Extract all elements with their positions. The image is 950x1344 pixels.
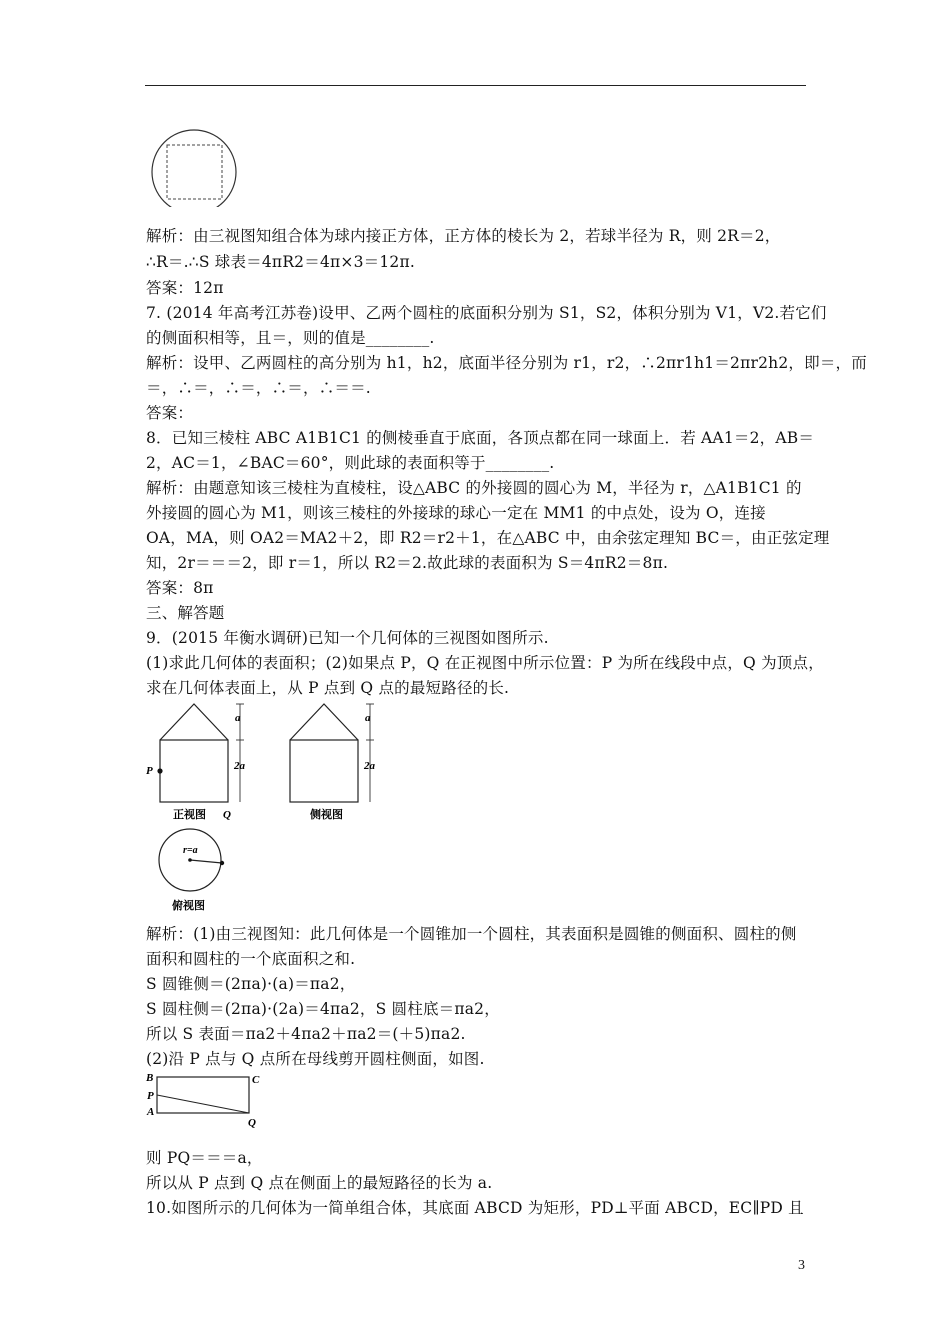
text-line-1: 解析：由三视图知组合体为球内接正方体，正方体的棱长为 2，若球半径为 R，则 2R＝2，	[146, 227, 781, 245]
side-view	[290, 704, 358, 802]
label-q-unrolled: Q	[248, 1117, 256, 1128]
text-line-7: ＝，∴＝，∴＝，∴＝，∴＝＝.	[146, 379, 371, 397]
side-dim-2a-label: 2a	[364, 760, 375, 772]
front-view	[160, 704, 228, 802]
inscribed-square	[167, 145, 222, 199]
text-line-10: 2，AC＝1，∠BAC＝60°，则此球的表面积等于________.	[146, 454, 555, 472]
label-p-unrolled: P	[147, 1090, 154, 1102]
label-p: P	[146, 765, 153, 777]
front-dim-a-label: a	[235, 712, 241, 724]
side-view-label: 侧视图	[310, 809, 343, 821]
point-p	[157, 768, 162, 773]
sphere-circle	[152, 130, 236, 207]
header-rule	[145, 85, 806, 86]
text-line-21: 面积和圆柱的一个底面积之和.	[146, 950, 356, 968]
label-q: Q	[223, 809, 231, 821]
unrolled-cylinder-figure	[142, 1068, 267, 1128]
text-line-17: 9．(2015 年衡水调研)已知一个几何体的三视图如图所示.	[146, 629, 549, 647]
text-line-19: 求在几何体表面上，从 P 点到 Q 点的最短路径的长.	[146, 679, 510, 697]
text-line-25: (2)沿 P 点与 Q 点所在母线剪开圆柱侧面，如图.	[146, 1050, 485, 1068]
text-line-12: 外接圆的圆心为 M1，则该三棱柱的外接球的球心一定在 MM1 的中点处，设为 O，连接	[146, 504, 766, 522]
text-line-8: 答案：	[146, 404, 194, 422]
front-dim-2a-label: 2a	[234, 760, 245, 772]
text-line-27: 所以从 P 点到 Q 点在侧面上的最短路径的长为 a.	[146, 1174, 493, 1192]
text-line-6: 解析：设甲、乙两圆柱的高分别为 h1，h2，底面半径分别为 r1，r2，∴2πr1h1＝2πr2h2，即＝，而	[146, 354, 867, 372]
text-line-22: S 圆锥侧＝(2πa)·(a)＝πa2，	[146, 975, 356, 993]
label-c: C	[252, 1074, 260, 1086]
segment-pq	[157, 1095, 249, 1113]
top-view-center	[188, 858, 192, 862]
page-number: 3	[798, 1258, 805, 1273]
text-line-14: 知，2r＝＝＝2，即 r＝1，所以 R2＝2.故此球的表面积为 S＝4πR2＝8π.	[146, 554, 669, 572]
three-views-figure	[140, 700, 390, 915]
text-line-16: 三、解答题	[146, 604, 225, 622]
text-line-23: S 圆柱侧＝(2πa)·(2a)＝4πa2，S 圆柱底＝πa2，	[146, 1000, 500, 1018]
text-line-24: 所以 S 表面＝πa2＋4πa2＋πa2＝(＋5)πa2.	[146, 1025, 466, 1043]
text-line-15: 答案：8π	[146, 579, 214, 597]
lateral-surface-rect	[157, 1077, 249, 1113]
front-view-label: 正视图	[173, 809, 206, 821]
text-line-26: 则 PQ＝＝＝a，	[146, 1149, 263, 1167]
label-a: A	[147, 1106, 155, 1118]
text-line-18: (1)求此几何体的表面积；(2)如果点 P，Q 在正视图中所示位置：P 为所在线段中点，Q 为顶点，	[146, 654, 824, 672]
text-line-13: OA，MA，则 OA2＝MA2＋2，即 R2＝r2＋1，在△ABC 中，由余弦定理知 BC＝，由正弦定理	[146, 529, 830, 547]
text-line-9: 8．已知三棱柱 ABC A1B1C1 的侧棱垂直于底面，各顶点都在同一球面上．若 AA1＝2，AB＝	[146, 429, 815, 447]
text-line-28: 10.如图所示的几何体为一简单组合体，其底面 ABCD 为矩形，PD⊥平面 ABCD，EC∥PD 且	[146, 1199, 804, 1217]
text-line-20: 解析：(1)由三视图知：此几何体是一个圆锥加一个圆柱，其表面积是圆锥的侧面积、圆柱的侧	[146, 925, 797, 943]
top-view-label: 俯视图	[172, 900, 205, 912]
label-b: B	[146, 1072, 154, 1084]
sphere-inscribed-cube-figure	[148, 127, 242, 207]
text-line-2: ∴R＝.∴S 球表＝4πR2＝4π×3＝12π.	[146, 253, 415, 271]
text-line-3: 答案：12π	[146, 279, 224, 297]
top-view-edge-point	[220, 861, 224, 865]
side-dim-a-label: a	[365, 712, 371, 724]
radius-label: r=a	[183, 845, 198, 856]
text-line-4: 7. (2014 年高考江苏卷)设甲、乙两个圆柱的底面积分别为 S1，S2，体积分别为 V1，V2.若它们	[146, 304, 827, 322]
text-line-5: 的侧面积相等，且＝，则的值是________.	[146, 329, 435, 347]
text-line-11: 解析：由题意知该三棱柱为直棱柱，设△ABC 的外接圆的圆心为 M，半径为 r，△A1B1C1 的	[146, 479, 802, 497]
